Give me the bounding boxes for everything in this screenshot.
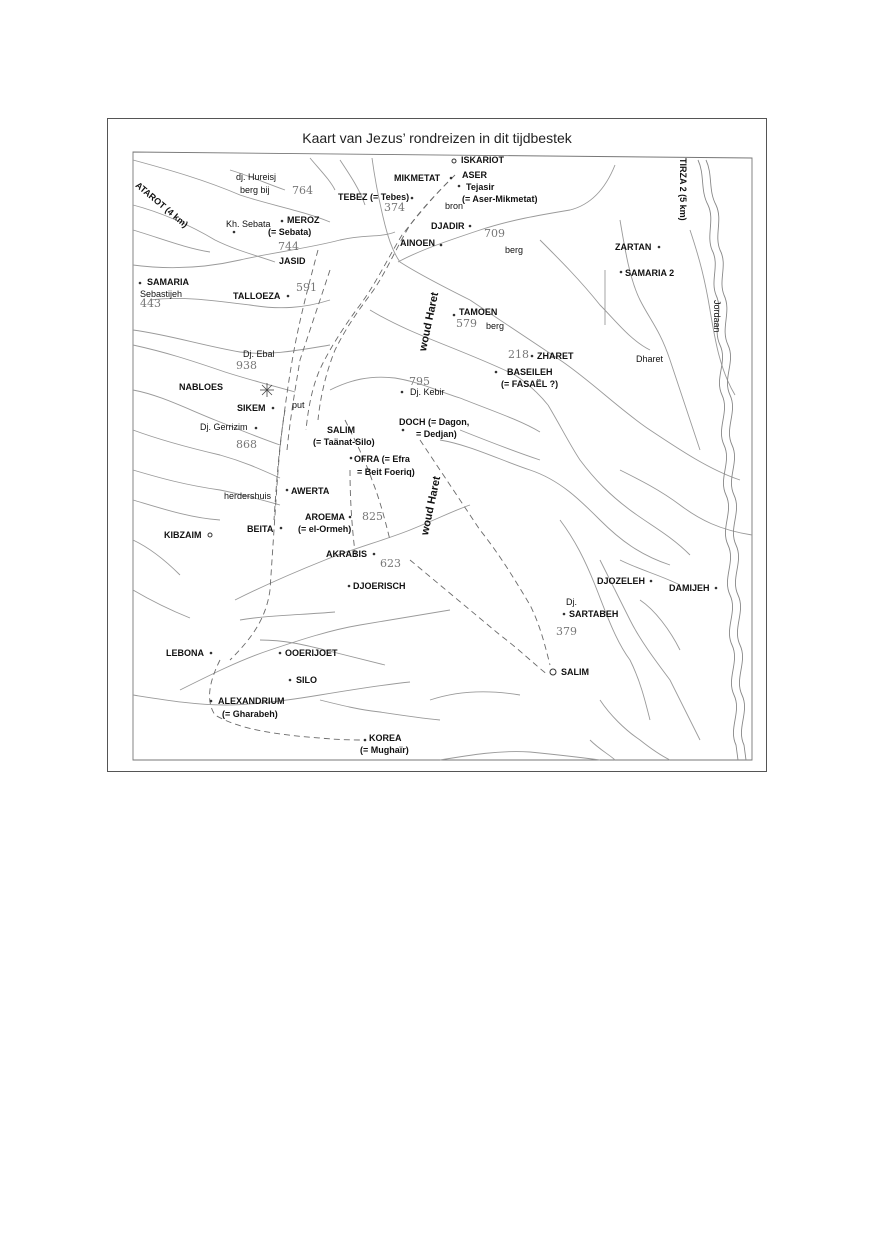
- wadi: [600, 700, 670, 760]
- label-dharet: Dharet: [636, 354, 664, 364]
- label-ainoen: AINOEN: [400, 238, 436, 248]
- wadi: [133, 390, 280, 445]
- marker-tebez: [411, 197, 414, 200]
- label-aroema: AROEMA: [305, 512, 345, 522]
- wadi: [133, 540, 180, 575]
- label-dj: Dj.: [566, 597, 577, 607]
- map-title: Kaart van Jezus’ rondreizen in dit tijdbestek: [302, 130, 572, 146]
- marker-samaria2: [620, 271, 623, 274]
- marker-mikmetat: [450, 177, 453, 180]
- label-korea: KOREA: [369, 733, 402, 743]
- label-tamoen: TAMOEN: [459, 307, 498, 317]
- label-bron: bron: [445, 201, 464, 211]
- label-beita: BEITA: [247, 524, 274, 534]
- marker-ooerijoet: [279, 652, 282, 655]
- elevation-825: 825: [362, 510, 383, 523]
- marker-tamoen: [453, 314, 456, 317]
- well-symbol: [260, 383, 274, 397]
- label-hureisj: dj. Hureisj: [236, 172, 277, 182]
- label-aser-mikmetat: (= Aser-Mikmetat): [462, 194, 538, 204]
- elevation-868: 868: [236, 438, 257, 451]
- wadi: [133, 500, 220, 520]
- elevation-579: 579: [456, 317, 477, 330]
- label-gharabeh: (= Gharabeh): [222, 709, 278, 719]
- label-jasid: JASID: [279, 256, 306, 266]
- label-woud-haret-2: woud Haret: [419, 475, 444, 537]
- label-jordaan: Jordaan: [712, 300, 722, 333]
- label-akrabis: AKRABIS: [326, 549, 368, 559]
- label-damijeh: DAMIJEH: [669, 583, 710, 593]
- label-berg-2: berg: [486, 321, 505, 331]
- wadi: [133, 590, 190, 618]
- marker-talloeza: [287, 295, 290, 298]
- marker-silo: [289, 679, 292, 682]
- marker-doch: [402, 429, 405, 432]
- marker-korea: [364, 739, 367, 742]
- wadi: [548, 405, 690, 555]
- wadi: [540, 240, 650, 350]
- wadi: [430, 692, 520, 700]
- wadi: [470, 300, 740, 480]
- label-kh-sebata: Kh. Sebata: [226, 219, 271, 229]
- label-djadir: DJADIR: [431, 221, 465, 231]
- route: [410, 560, 548, 675]
- label-mughair: (= Mughaïr): [360, 745, 409, 755]
- label-sebata: (= Sebata): [268, 227, 312, 237]
- wadi: [620, 470, 752, 535]
- marker-djoerisch: [348, 585, 351, 588]
- label-baseileh: BASEILEH: [507, 367, 553, 377]
- wadi: [620, 220, 700, 450]
- label-tirza: TIRZA 2 (5 km): [678, 158, 688, 221]
- wadi: [440, 440, 670, 565]
- label-djoerisch: DJOERISCH: [353, 581, 406, 591]
- marker-lebona: [210, 652, 213, 655]
- route: [287, 270, 330, 450]
- wadi: [640, 600, 680, 650]
- marker-ofra: [350, 457, 353, 460]
- label-sartabeh: SARTABEH: [569, 609, 619, 619]
- label-sikem: SIKEM: [237, 403, 266, 413]
- label-kibzaim: KIBZAIM: [164, 530, 202, 540]
- marker-awerta: [286, 489, 289, 492]
- label-dj-ebal: Dj. Ebal: [243, 349, 275, 359]
- label-herdershuis: herdershuis: [224, 491, 272, 501]
- label-woud-haret-1: woud Haret: [417, 291, 442, 353]
- marker-akrabis: [373, 553, 376, 556]
- elevation-744: 744: [278, 240, 299, 253]
- label-samaria-2: SAMARIA 2: [625, 268, 675, 278]
- label-alexandrium: ALEXANDRIUM: [218, 696, 285, 706]
- marker-samaria: [139, 282, 142, 285]
- elevation-443: 443: [140, 297, 161, 310]
- wadi: [133, 330, 330, 353]
- label-salim-1: SALIM: [327, 425, 355, 435]
- marker-aser: [458, 185, 461, 188]
- label-meroz: MEROZ: [287, 215, 320, 225]
- wadi: [310, 158, 335, 190]
- label-djozeleh: DJOZELEH: [597, 576, 646, 586]
- marker-khsebata: [233, 231, 236, 234]
- marker-ainoen: [440, 244, 443, 247]
- wadi: [320, 700, 440, 720]
- marker-damijeh: [715, 587, 718, 590]
- label-tejasir: Tejasir: [466, 182, 495, 192]
- label-ooerijoet: OOERIJOET: [285, 648, 338, 658]
- wadi: [460, 430, 540, 460]
- elevation-764: 764: [292, 184, 313, 197]
- marker-meroz: [281, 220, 284, 223]
- label-el-ormeh: (= el-Ormeh): [298, 524, 352, 534]
- elevation-795: 795: [409, 375, 430, 388]
- label-awerta: AWERTA: [291, 486, 330, 496]
- marker-djadir: [469, 225, 472, 228]
- label-aser: ASER: [462, 170, 488, 180]
- elevation-379: 379: [556, 625, 577, 638]
- marker-zartan: [658, 246, 661, 249]
- label-fasael: (= FASAËL ?): [501, 379, 559, 389]
- jordan-river: [698, 160, 738, 760]
- label-beit-foeriq: = Beit Foeriq): [357, 467, 415, 477]
- label-dj-gerrizim: Dj. Gerrizim: [200, 422, 248, 432]
- label-sebastijeh: Sebastijeh: [140, 289, 183, 299]
- marker-baseileh: [495, 371, 498, 374]
- marker-aroema: [349, 516, 352, 519]
- label-nabloes: NABLOES: [179, 382, 224, 392]
- wadi: [440, 752, 600, 760]
- marker-djkebir: [401, 391, 404, 394]
- label-dedjan: = Dedjan): [416, 429, 457, 439]
- marker-kibzaim: [208, 533, 212, 537]
- marker-alexandrium: [210, 700, 213, 703]
- label-mikmetat: MIKMETAT: [394, 173, 441, 183]
- marker-djozeleh: [650, 580, 653, 583]
- label-doch: DOCH (= Dagon,: [399, 417, 470, 427]
- elevation-591: 591: [296, 281, 317, 294]
- route: [350, 470, 356, 560]
- terrain-lines: [133, 152, 752, 760]
- marker-sartabeh: [563, 613, 566, 616]
- marker-salim2: [550, 669, 556, 675]
- label-iskariot: ISKARIOT: [461, 155, 505, 165]
- label-tebez: TEBEZ (= Tebes): [338, 192, 410, 202]
- elevation-709: 709: [484, 227, 505, 240]
- wadi: [133, 232, 395, 268]
- label-taanat-silo: (= Taänat-Silo): [313, 437, 375, 447]
- label-salim-2: SALIM: [561, 667, 589, 677]
- label-samaria: SAMARIA: [147, 277, 189, 287]
- wadi: [590, 740, 615, 760]
- wadi: [240, 612, 335, 620]
- label-ofra: OFRA (= Efra: [354, 454, 410, 464]
- label-zharet: ZHARET: [537, 351, 574, 361]
- label-berg-bij: berg bij: [240, 185, 270, 195]
- elevation-374: 374: [384, 201, 405, 214]
- route: [420, 440, 550, 665]
- marker-beita: [280, 527, 283, 530]
- label-dj-kebir: Dj. Kebir: [410, 387, 445, 397]
- marker-gerrizim: [255, 427, 258, 430]
- wadi: [133, 230, 210, 252]
- marker-zharet: [531, 355, 534, 358]
- elevation-623: 623: [380, 557, 401, 570]
- label-talloeza: TALLOEZA: [233, 291, 281, 301]
- elevation-938: 938: [236, 359, 257, 372]
- wadi: [133, 205, 275, 262]
- elevation-218: 218: [508, 348, 529, 361]
- label-lebona: LEBONA: [166, 648, 204, 658]
- marker-sikem: [272, 407, 275, 410]
- label-silo: SILO: [296, 675, 318, 685]
- marker-iskariot: [452, 159, 456, 163]
- label-atarot: ATAROT (4 km): [133, 180, 190, 230]
- label-put: put: [292, 400, 305, 410]
- label-berg-1: berg: [505, 245, 524, 255]
- label-zartan: ZARTAN: [615, 242, 652, 252]
